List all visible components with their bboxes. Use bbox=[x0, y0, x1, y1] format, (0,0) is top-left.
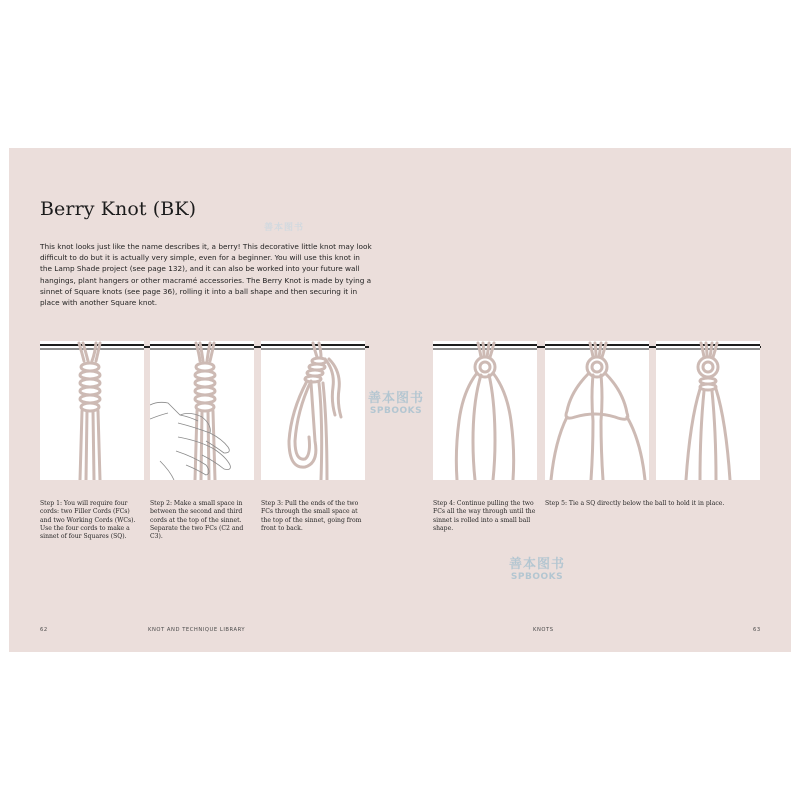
running-head-left: KNOT AND TECHNIQUE LIBRARY bbox=[148, 627, 246, 633]
step1-illustration bbox=[40, 341, 144, 480]
running-head-right: KNOTS bbox=[533, 627, 554, 633]
step2-caption: Step 2: Make a small space in between the second and third cords at the top of the sinnet. Separate the two FCs (C2 and C3). bbox=[150, 500, 244, 541]
step3-caption: Step 3: Pull the ends of the two FCs through the small space at the top of the sinnet, going from front to back. bbox=[261, 500, 362, 532]
page-number-right: 63 bbox=[753, 627, 761, 633]
step2-illustration bbox=[150, 341, 254, 480]
step1-caption: Step 1: You will require four cords: two Filler Cords (FCs) and two Working Cords (WCs). Use the four cords to make a sinnet of four Squares (SQ). bbox=[40, 500, 136, 541]
step3-illustration bbox=[261, 341, 365, 480]
page-number-left: 62 bbox=[40, 627, 48, 633]
step4-caption: Step 4: Continue pulling the two FCs all the way through until the sinnet is rolled into a small ball shape. bbox=[433, 500, 536, 532]
step5-caption: Step 5: Tie a SQ directly below the ball to hold it in place. bbox=[545, 500, 725, 507]
watermark-bottom: 善本图书 SPBOOKS bbox=[509, 557, 566, 582]
step5-illustration bbox=[545, 341, 649, 480]
step4-illustration bbox=[433, 341, 537, 480]
intro-paragraph: This knot looks just like the name describes it, a berry! This decorative little knot may look difficult to do but it is actually very simple, even for a beginner. You will use this knot in the Lamp Shade project (see page 132), and it can also be worked into your future wall hangings, plant hangers or other macramé accessories. The Berry Knot is made by tying a sinnet of Square knots (see page 36), rolling it into a ball shape and then securing it in place with another Square knot. bbox=[40, 242, 372, 308]
page-title: Berry Knot (BK) bbox=[40, 198, 197, 220]
watermark-top: 善本图书 bbox=[264, 223, 305, 233]
step6-illustration bbox=[656, 341, 760, 480]
watermark-center: 善本图书 SPBOOKS bbox=[368, 391, 425, 416]
